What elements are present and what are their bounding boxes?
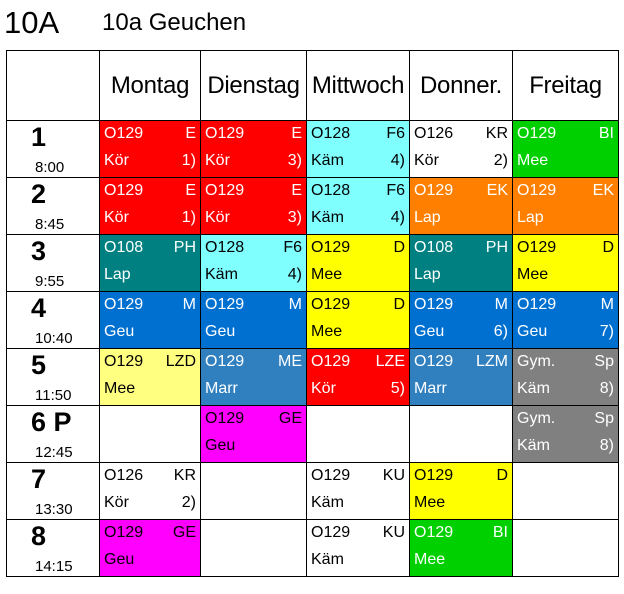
lesson-note: 4) (287, 266, 302, 283)
period-cell (7, 178, 100, 235)
lesson-teacher: Käm (311, 209, 344, 226)
period-time: 13:30 (35, 501, 73, 518)
lesson-room: O129 (517, 182, 557, 199)
lesson-cell-wednesday (307, 406, 410, 463)
lesson-room: O129 (311, 296, 351, 313)
period-number: 3 (31, 236, 47, 266)
lesson-cell-tuesday (201, 178, 307, 235)
lesson-note: 4) (390, 209, 405, 226)
period-row (7, 406, 619, 463)
lesson-note: 8) (599, 380, 614, 397)
lesson-teacher: Geu (205, 323, 236, 340)
lesson-cell-thursday (410, 292, 513, 349)
period-row (7, 235, 619, 292)
lesson-teacher: Kör (205, 152, 230, 169)
period-row (7, 463, 619, 520)
lesson-room: O129 (414, 467, 454, 484)
lesson-subject: Sp (594, 410, 614, 427)
lesson-room: O129 (517, 296, 557, 313)
lesson-room: O129 (414, 296, 454, 313)
period-cell (7, 292, 100, 349)
lesson-cell-tuesday (201, 349, 307, 406)
lesson-subject: E (185, 125, 196, 142)
lesson-subject: D (393, 239, 405, 256)
period-row (7, 292, 619, 349)
lesson-cell-tuesday (201, 406, 307, 463)
lesson-room: O128 (311, 125, 351, 142)
lesson-teacher: Käm (311, 551, 344, 568)
lesson-note: 5) (390, 380, 405, 397)
lesson-cell-thursday (410, 406, 513, 463)
lesson-teacher: Kör (104, 152, 129, 169)
lesson-subject: E (291, 182, 302, 199)
lesson-room: O129 (311, 467, 351, 484)
lesson-room: O129 (104, 125, 144, 142)
lesson-note: 3) (287, 152, 302, 169)
lesson-cell-monday (100, 121, 201, 178)
lesson-cell-friday (513, 349, 619, 406)
lesson-room: O129 (205, 125, 245, 142)
lesson-room: O126 (414, 125, 454, 142)
lesson-subject: M (288, 296, 302, 313)
lesson-subject: M (494, 296, 508, 313)
lesson-teacher: Marr (205, 380, 238, 397)
lesson-cell-wednesday (307, 121, 410, 178)
lesson-room: O126 (104, 467, 144, 484)
lesson-cell-monday (100, 349, 201, 406)
lesson-cell-monday (100, 406, 201, 463)
day-header-tuesday: Dienstag (201, 51, 307, 121)
lesson-teacher: Geu (205, 437, 236, 454)
lesson-subject: GE (172, 524, 196, 541)
lesson-subject: LZM (476, 353, 508, 370)
period-time: 11:50 (35, 387, 72, 404)
lesson-room: O128 (311, 182, 351, 199)
day-header-row (7, 51, 619, 121)
lesson-subject: EK (592, 182, 614, 199)
lesson-teacher: Käm (517, 437, 550, 454)
lesson-teacher: Lap (517, 209, 544, 226)
lesson-teacher: Geu (104, 323, 135, 340)
lesson-room: O129 (205, 296, 245, 313)
period-row (7, 349, 619, 406)
lesson-cell-thursday (410, 178, 513, 235)
lesson-subject: M (182, 296, 196, 313)
day-header-friday: Freitag (513, 51, 619, 121)
lesson-subject: PH (485, 239, 508, 256)
lesson-cell-friday (513, 121, 619, 178)
period-time: 8:00 (35, 159, 65, 176)
lesson-room: O129 (205, 410, 245, 427)
lesson-teacher: Käm (311, 152, 344, 169)
lesson-cell-friday (513, 235, 619, 292)
day-header-wednesday: Mittwoch (307, 51, 410, 121)
period-time: 10:40 (35, 330, 73, 347)
period-number: 4 (31, 293, 47, 323)
lesson-subject: D (602, 239, 614, 256)
lesson-room: O108 (414, 239, 454, 256)
lesson-room: O129 (104, 296, 144, 313)
lesson-teacher: Kör (104, 209, 129, 226)
lesson-teacher: Käm (517, 380, 550, 397)
lesson-cell-monday (100, 178, 201, 235)
lesson-cell-friday (513, 406, 619, 463)
lesson-room: O129 (517, 125, 557, 142)
corner-cell (7, 51, 100, 121)
lesson-teacher: Lap (104, 266, 131, 283)
lesson-note: 4) (390, 152, 405, 169)
lesson-cell-monday (100, 235, 201, 292)
lesson-room: O129 (414, 524, 454, 541)
lesson-teacher: Lap (414, 209, 441, 226)
lesson-subject: Sp (594, 353, 614, 370)
lesson-subject: BI (598, 125, 614, 142)
lesson-subject: D (496, 467, 508, 484)
period-number: 5 (31, 350, 47, 380)
lesson-cell-monday (100, 520, 201, 577)
lesson-note: 7) (599, 323, 614, 340)
lesson-cell-tuesday (201, 463, 307, 520)
lesson-teacher: Käm (205, 266, 238, 283)
lesson-subject: ME (278, 353, 302, 370)
lesson-subject: KR (173, 467, 196, 484)
lesson-teacher: Lap (414, 266, 441, 283)
lesson-room: O129 (311, 524, 351, 541)
lesson-subject: KU (382, 524, 405, 541)
lesson-teacher: Kör (311, 380, 336, 397)
timetable-body (7, 121, 619, 577)
lesson-subject: PH (173, 239, 196, 256)
lesson-room: O129 (205, 353, 245, 370)
lesson-cell-monday (100, 463, 201, 520)
lesson-teacher: Mee (311, 266, 343, 283)
lesson-room: Gym. (517, 353, 556, 370)
lesson-cell-friday (513, 292, 619, 349)
lesson-cell-thursday (410, 520, 513, 577)
lesson-cell-tuesday (201, 235, 307, 292)
lesson-subject: LZD (165, 353, 196, 370)
period-time: 8:45 (35, 216, 65, 233)
lesson-cell-wednesday (307, 349, 410, 406)
lesson-teacher: Kör (104, 494, 129, 511)
lesson-cell-wednesday (307, 178, 410, 235)
lesson-subject: EK (486, 182, 508, 199)
lesson-subject: F6 (386, 182, 405, 199)
lesson-room: O129 (205, 182, 245, 199)
period-cell (7, 406, 100, 463)
lesson-cell-friday (513, 178, 619, 235)
lesson-cell-monday (100, 292, 201, 349)
lesson-teacher: Mee (414, 551, 446, 568)
period-number: 7 (31, 464, 47, 494)
day-header-thursday: Donner. (410, 51, 513, 121)
period-time: 9:55 (35, 273, 65, 290)
lesson-subject: LZE (375, 353, 405, 370)
lesson-cell-tuesday (201, 292, 307, 349)
lesson-note: 1) (181, 152, 196, 169)
lesson-teacher: Mee (517, 152, 549, 169)
period-row (7, 178, 619, 235)
period-time: 14:15 (35, 558, 73, 575)
period-cell (7, 235, 100, 292)
lesson-cell-thursday (410, 235, 513, 292)
period-number: 6 P (31, 407, 72, 437)
lesson-cell-thursday (410, 463, 513, 520)
lesson-subject: F6 (386, 125, 405, 142)
lesson-room: O129 (104, 353, 144, 370)
lesson-teacher: Kör (205, 209, 230, 226)
lesson-cell-wednesday (307, 520, 410, 577)
class-name: 10a Geuchen (102, 9, 247, 36)
period-row (7, 520, 619, 577)
lesson-note: 3) (287, 209, 302, 226)
day-header-monday: Montag (100, 51, 201, 121)
lesson-teacher: Mee (311, 323, 343, 340)
lesson-cell-wednesday (307, 292, 410, 349)
period-number: 2 (31, 179, 47, 209)
lesson-note: 2) (493, 152, 508, 169)
lesson-cell-thursday (410, 349, 513, 406)
lesson-teacher: Mee (414, 494, 446, 511)
lesson-cell-thursday (410, 121, 513, 178)
lesson-subject: GE (278, 410, 302, 427)
lesson-teacher: Mee (104, 380, 136, 397)
period-number: 8 (31, 521, 47, 551)
lesson-subject: KR (485, 125, 508, 142)
period-cell (7, 463, 100, 520)
lesson-teacher: Kör (414, 152, 439, 169)
lesson-cell-friday (513, 520, 619, 577)
lesson-subject: KU (382, 467, 405, 484)
lesson-subject: E (291, 125, 302, 142)
lesson-teacher: Käm (311, 494, 344, 511)
period-cell (7, 349, 100, 406)
lesson-cell-tuesday (201, 520, 307, 577)
period-cell (7, 520, 100, 577)
lesson-room: O129 (104, 524, 144, 541)
lesson-subject: E (185, 182, 196, 199)
class-code: 10A (4, 5, 60, 40)
lesson-room: O129 (517, 239, 557, 256)
period-number: 1 (31, 122, 47, 152)
lesson-note: 1) (181, 209, 196, 226)
lesson-cell-friday (513, 463, 619, 520)
lesson-cell-wednesday (307, 463, 410, 520)
lesson-room: O129 (414, 353, 454, 370)
lesson-teacher: Geu (414, 323, 445, 340)
lesson-room: O108 (104, 239, 144, 256)
lesson-teacher: Geu (517, 323, 548, 340)
lesson-room: O129 (311, 239, 351, 256)
lesson-subject: F6 (283, 239, 302, 256)
period-cell (7, 121, 100, 178)
lesson-subject: D (393, 296, 405, 313)
lesson-note: 6) (493, 323, 508, 340)
lesson-room: O128 (205, 239, 245, 256)
lesson-room: O129 (104, 182, 144, 199)
lesson-cell-wednesday (307, 235, 410, 292)
lesson-teacher: Mee (517, 266, 549, 283)
lesson-subject: BI (492, 524, 508, 541)
lesson-teacher: Geu (104, 551, 135, 568)
lesson-teacher: Marr (414, 380, 447, 397)
lesson-room: O129 (414, 182, 454, 199)
period-time: 12:45 (35, 444, 73, 461)
lesson-room: Gym. (517, 410, 556, 427)
lesson-cell-tuesday (201, 121, 307, 178)
lesson-note: 8) (599, 437, 614, 454)
lesson-room: O129 (311, 353, 351, 370)
timetable (6, 50, 619, 577)
lesson-subject: M (600, 296, 614, 313)
lesson-note: 2) (181, 494, 196, 511)
period-row (7, 121, 619, 178)
